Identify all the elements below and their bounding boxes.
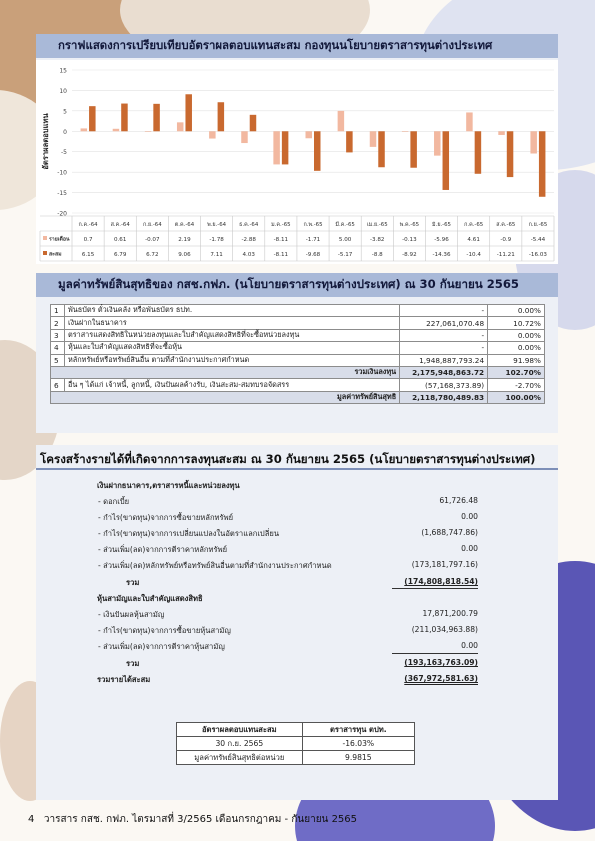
nav-row-pct: 0.00% xyxy=(488,329,545,341)
x-tick-label: ต.ค.-64 xyxy=(174,222,195,228)
nav-net-pct: 100.00% xyxy=(488,391,545,403)
data-table-value: 6.79 xyxy=(113,252,127,258)
returns-table xyxy=(176,722,415,765)
bar-chart xyxy=(36,60,558,264)
y-tick-label: 15 xyxy=(59,67,67,75)
returns-cell: -16.03% xyxy=(302,737,414,751)
data-table-value: -8.11 xyxy=(273,237,289,243)
nav-row-label: พันธบัตร ตั๋วเงินคลัง หรือพันธบัตร ธปท. xyxy=(64,305,399,317)
data-table-value: -9.68 xyxy=(305,252,321,258)
x-tick-label: เม.ย.-65 xyxy=(366,222,388,228)
page-number: 4 xyxy=(28,814,35,825)
x-tick-label: พ.ย.-64 xyxy=(207,222,227,228)
nav-title: มูลค่าทรัพย์สินสุทธิของ กสช.กฟภ. (นโยบายตราสารทุนต่างประเทศ) ณ 30 กันยายน 2565 xyxy=(36,273,558,297)
nav-total-pct: 102.70% xyxy=(488,366,545,378)
bar-monthly xyxy=(209,131,216,138)
nav-total-label: รวมเงินลงทุน xyxy=(51,366,400,378)
nav-row xyxy=(51,342,545,354)
income-item-label: - ส่วนเพิ่ม(ลด)จากการตีราคาหุ้นสามัญ xyxy=(98,642,225,651)
nav-row xyxy=(51,305,545,317)
divider xyxy=(36,468,558,470)
legend-label: รายเดือน xyxy=(49,236,70,243)
income-item-label: - กำไร(ขาดทุน)จากการซื้อขายหลักทรัพย์ xyxy=(98,513,234,522)
x-tick-label: พ.ค.-65 xyxy=(399,222,420,228)
data-table-value: -16.03 xyxy=(528,252,547,258)
data-table-value: -3.82 xyxy=(370,237,385,243)
bar-monthly xyxy=(498,131,505,135)
nav-row-pct: 0.00% xyxy=(488,305,545,317)
income-item-value: 0.00 xyxy=(461,512,478,521)
group2-title: หุ้นสามัญและใบสำคัญแสดงสิทธิ xyxy=(97,594,203,603)
nav-row xyxy=(51,329,545,341)
nav-row-label: เงินฝากในธนาคาร xyxy=(64,317,399,329)
y-tick-label: -10 xyxy=(57,169,67,177)
group1-sum: (174,808,818.54) xyxy=(404,577,478,586)
bar-cumulative xyxy=(185,94,192,131)
nav-row-label: หุ้นและใบสำคัญแสดงสิทธิที่จะซื้อหุ้น xyxy=(64,342,399,354)
returns-cell: 30 ก.ย. 2565 xyxy=(177,737,303,751)
bar-cumulative xyxy=(282,131,289,164)
bar-cumulative xyxy=(121,104,128,132)
nav-row-no: 2 xyxy=(51,317,65,329)
nav-row-label: ตราสารแสดงสิทธิในหน่วยลงทุนและใบสำคัญแสดงสิทธิที่จะซื้อหน่วยลงทุน xyxy=(64,329,399,341)
nav-row-pct: 0.00% xyxy=(488,342,545,354)
data-table-value: 0.7 xyxy=(83,237,93,243)
group2-sum-label: รวม xyxy=(126,659,140,668)
income-item-value: (1,688,747.86) xyxy=(421,528,478,537)
legend-swatch xyxy=(43,251,47,255)
bar-cumulative xyxy=(378,131,385,167)
y-tick-label: 10 xyxy=(59,87,67,95)
sum-line xyxy=(392,588,478,589)
nav-row-amount: (57,168,373.89) xyxy=(400,379,488,391)
footer xyxy=(28,812,357,827)
bar-cumulative xyxy=(218,102,225,131)
chart-title: กราฟแสดงการเปรียบเทียบอัตราผลตอบแทนสะสม กองทุนนโยบายตราสารทุนต่างประเทศ xyxy=(36,34,558,58)
legend-label: สะสม xyxy=(49,251,62,258)
nav-row-label: หลักทรัพย์หรือทรัพย์สินอื่น ตามที่สำนักงานประกาศกำหนด xyxy=(64,354,399,366)
data-table-value: 4.03 xyxy=(242,252,255,258)
bar-monthly xyxy=(273,131,280,164)
bar-monthly xyxy=(402,131,409,132)
data-table-value: -0.13 xyxy=(402,237,417,243)
y-tick-label: 5 xyxy=(63,108,67,116)
returns-header-cell: ตราสารทุน ตปท. xyxy=(302,723,414,737)
nav-row-amount: 227,061,070.48 xyxy=(400,317,488,329)
y-tick-label: 0 xyxy=(63,128,67,136)
bar-monthly xyxy=(434,131,441,155)
group1-title: เงินฝากธนาคาร,ตราสารหนี้และหน่วยลงทุน xyxy=(97,481,240,490)
income-item-value: 61,726.48 xyxy=(439,496,478,505)
data-table-value: -0.9 xyxy=(500,237,512,243)
nav-row-no: 5 xyxy=(51,354,65,366)
income-item-value: (173,181,797.16) xyxy=(411,560,478,569)
bar-cumulative xyxy=(539,131,546,196)
bar-monthly xyxy=(81,128,88,131)
sum-line xyxy=(392,653,478,654)
nav-row-pct: -2.70% xyxy=(488,379,545,391)
bar-cumulative xyxy=(153,104,160,131)
y-axis-label: อัตราผลตอบแทน xyxy=(41,113,50,170)
nav-total-amount: 2,175,948,863.72 xyxy=(400,366,488,378)
x-tick-label: ก.พ.-65 xyxy=(303,222,323,228)
income-title: โครงสร้างรายได้ที่เกิดจากการลงทุนสะสม ณ 30 กันยายน 2565 (นโยบายตราสารทุนต่างประเทศ) xyxy=(40,452,536,466)
nav-row-amount: 1,948,887,793.24 xyxy=(400,354,488,366)
data-table-value: -14.36 xyxy=(432,252,451,258)
data-table-value: -2.88 xyxy=(241,237,256,243)
bar-monthly xyxy=(466,112,473,131)
returns-cell: มูลค่าทรัพย์สินสุทธิต่อหน่วย xyxy=(177,751,303,765)
income-item-label: - กำไร(ขาดทุน)จากการเปลี่ยนแปลงในอัตราแลกเปลี่ยน xyxy=(98,529,280,538)
data-table-value: 9.06 xyxy=(178,252,191,258)
nav-row-label: อื่น ๆ ได้แก่ เจ้าหนี้, ลูกหนี้, เงินปันผลค้างรับ, เงินสะสม-สมทบรอจัดสรร xyxy=(64,379,399,391)
bar-cumulative xyxy=(314,131,321,171)
bar-monthly xyxy=(530,131,537,153)
footer-text: วารสาร กสช. กฟภ. ไตรมาสที่ 3/2565 เดือนกรกฎาคม - กันยายน 2565 xyxy=(43,814,358,825)
income-item-value: (211,034,963.88) xyxy=(411,625,478,634)
nav-net-amount: 2,118,780,489.83 xyxy=(400,391,488,403)
nav-row-amount: - xyxy=(400,342,488,354)
data-table-value: -1.78 xyxy=(209,237,224,243)
data-table-value: -1.71 xyxy=(305,237,321,243)
bar-cumulative xyxy=(250,115,257,131)
bar-monthly xyxy=(370,131,377,147)
nav-row-no: 3 xyxy=(51,329,65,341)
data-table-value: -8.11 xyxy=(273,252,289,258)
bar-cumulative xyxy=(410,131,417,167)
data-table-value: 7.11 xyxy=(210,252,223,258)
bar-monthly xyxy=(338,111,345,131)
nav-row-amount: - xyxy=(400,329,488,341)
bar-monthly xyxy=(241,131,248,143)
income-item-label: - ส่วนเพิ่ม(ลด)จากการตีราคาหลักทรัพย์ xyxy=(98,545,228,554)
bar-cumulative xyxy=(475,131,482,173)
data-table-value: 6.15 xyxy=(81,252,95,258)
nav-row-no: 4 xyxy=(51,342,65,354)
bar-cumulative xyxy=(507,131,514,177)
income-item-value: 17,871,200.79 xyxy=(422,609,478,618)
bar-monthly xyxy=(145,131,152,132)
data-table-value: -0.07 xyxy=(145,237,160,243)
y-tick-label: -15 xyxy=(57,190,67,198)
data-table-value: 0.61 xyxy=(113,237,127,243)
x-tick-label: ส.ค.-64 xyxy=(110,222,130,228)
group2-sum: (193,163,763.09) xyxy=(404,658,478,667)
income-item-label: - กำไร(ขาดทุน)จากการซื้อขายหุ้นสามัญ xyxy=(98,626,231,635)
income-item-value: 0.00 xyxy=(461,544,478,553)
x-tick-label: มี.ค.-65 xyxy=(335,222,355,228)
nav-net-label: มูลค่าทรัพย์สินสุทธิ xyxy=(51,391,400,403)
total-income-label: รวมรายได้สะสม xyxy=(97,675,151,684)
y-tick-label: -20 xyxy=(57,210,67,218)
bar-monthly xyxy=(306,131,313,138)
x-tick-label: ก.ย.-64 xyxy=(143,222,162,228)
data-table-value: -10.4 xyxy=(466,252,481,258)
y-tick-label: -5 xyxy=(61,149,67,157)
income-item-label: - ดอกเบี้ย xyxy=(98,497,130,506)
nav-row-amount: - xyxy=(400,305,488,317)
legend-swatch xyxy=(43,236,47,240)
nav-row-pct: 10.72% xyxy=(488,317,545,329)
nav-row xyxy=(51,354,545,366)
data-table-value: -11.21 xyxy=(496,252,515,258)
bar-cumulative xyxy=(346,131,353,152)
data-table-value: 2.19 xyxy=(178,237,191,243)
nav-row-no: 1 xyxy=(51,305,65,317)
x-tick-label: ม.ค.-65 xyxy=(271,222,291,228)
bar-cumulative xyxy=(89,106,96,131)
x-tick-label: ก.ค.-65 xyxy=(464,222,484,228)
x-tick-label: ส.ค.-65 xyxy=(496,222,516,228)
data-table-value: 4.61 xyxy=(467,237,480,243)
data-table-value: 5.00 xyxy=(338,237,352,243)
x-tick-label: มิ.ย.-65 xyxy=(432,222,452,228)
income-item-value: 0.00 xyxy=(461,641,478,650)
x-tick-label: ก.ค.-64 xyxy=(78,222,98,228)
total-income: (367,972,581.63) xyxy=(404,674,478,683)
bar-monthly xyxy=(177,122,184,131)
returns-row xyxy=(177,751,415,765)
nav-total-row xyxy=(51,366,545,378)
income-item-label: - เงินปันผลหุ้นสามัญ xyxy=(98,610,165,619)
returns-header-cell: อัตราผลตอบแทนสะสม xyxy=(177,723,303,737)
data-table-value: -8.92 xyxy=(402,252,417,258)
bar-cumulative xyxy=(443,131,450,190)
returns-row xyxy=(177,737,415,751)
x-tick-label: ธ.ค.-64 xyxy=(239,222,259,228)
nav-row-pct: 91.98% xyxy=(488,354,545,366)
nav-table xyxy=(50,304,545,404)
data-table-value: -5.96 xyxy=(434,237,449,243)
returns-cell: 9.9815 xyxy=(302,751,414,765)
data-table-value: 6.72 xyxy=(146,252,159,258)
nav-row-no: 6 xyxy=(51,379,65,391)
x-tick-label: ก.ย.-65 xyxy=(528,222,548,228)
data-table-value: -5.17 xyxy=(337,252,353,258)
group1-sum-label: รวม xyxy=(126,578,140,587)
bar-monthly xyxy=(113,129,120,131)
returns-header xyxy=(177,723,415,737)
nav-other-row xyxy=(51,379,545,391)
income-item-label: - ส่วนเพิ่ม(ลด)หลักทรัพย์หรือทรัพย์สินอื่นตามที่สำนักงานประกาศกำหนด xyxy=(98,561,332,570)
nav-row xyxy=(51,317,545,329)
nav-net-row xyxy=(51,391,545,403)
data-table-value: -8.8 xyxy=(371,252,383,258)
data-table-value: -5.44 xyxy=(530,237,546,243)
